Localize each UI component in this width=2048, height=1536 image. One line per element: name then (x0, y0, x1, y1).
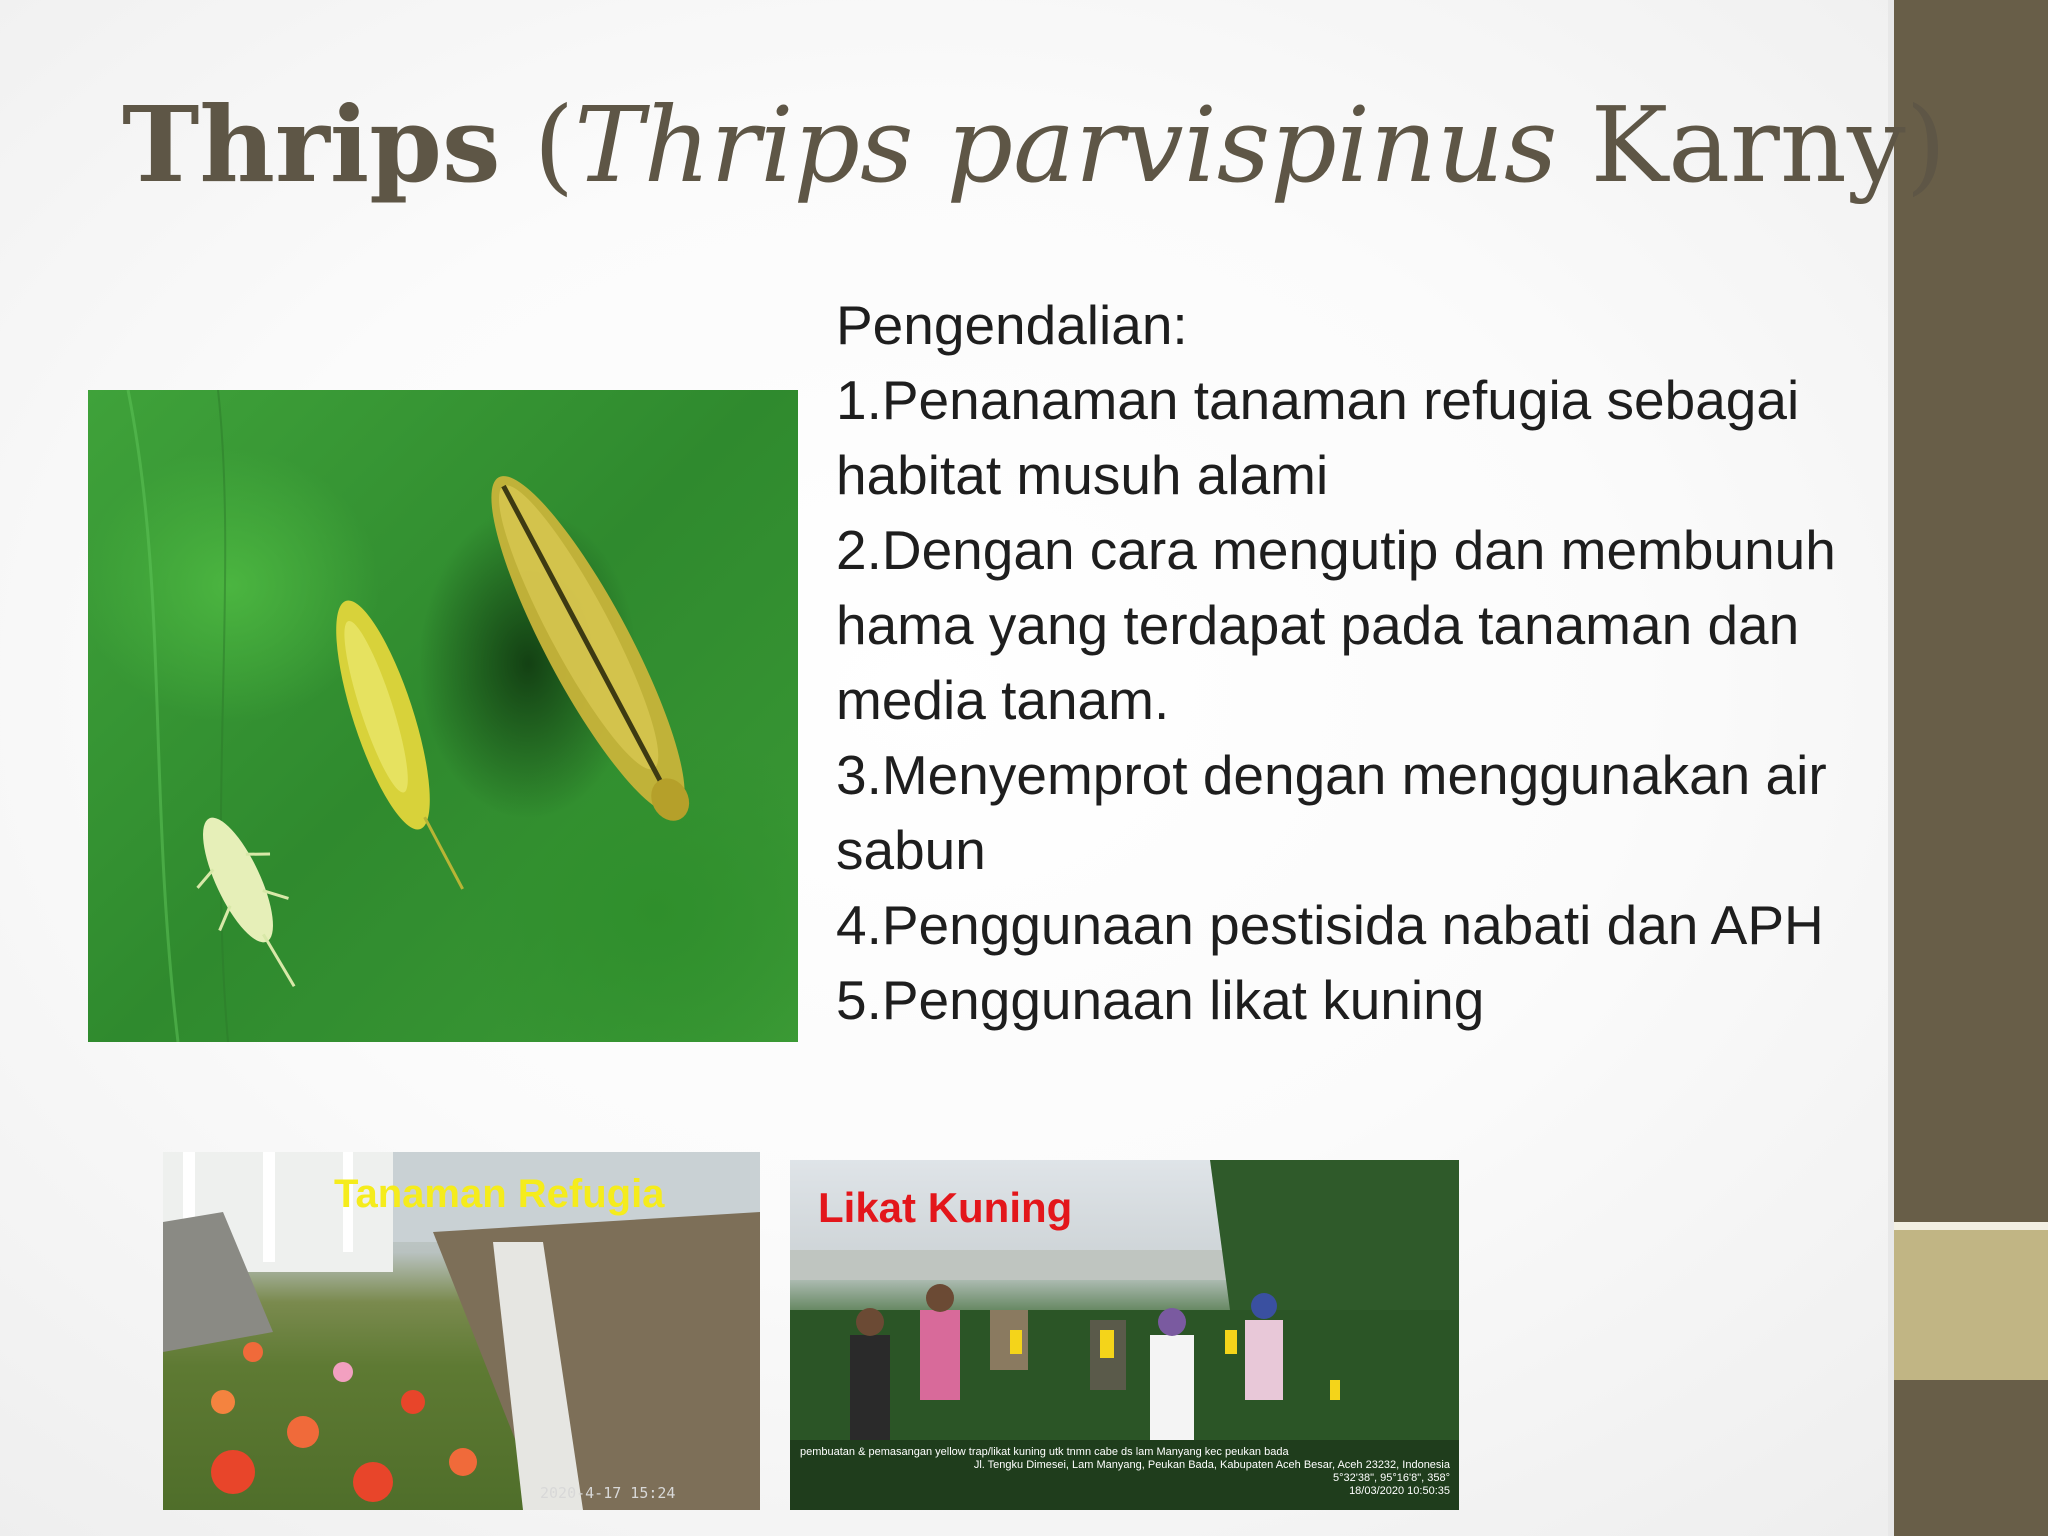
title-paren-open: ( (500, 84, 575, 206)
caption-line: pembuatan & pemasangan yellow trap/likat kuning utk tnmn cabe ds lam Manyang kec peukan bada (800, 1446, 1289, 1458)
control-line: 3.Menyemprot dengan menggunakan air (836, 744, 1827, 806)
control-line: hama yang terdapat pada tanaman dan (836, 594, 1800, 656)
side-accent-divider (1894, 1222, 2048, 1230)
refugia-label: Tanaman Refugia (334, 1172, 665, 1216)
caption-line: 5°32'38", 95°16'8", 358° (1333, 1472, 1450, 1484)
control-line: sabun (836, 819, 986, 881)
caption-line: 18/03/2020 10:50:35 (1349, 1485, 1450, 1497)
side-accent-block (1894, 1230, 2048, 1380)
control-line: 1.Penanaman tanaman refugia sebagai (836, 369, 1800, 431)
title-common-name: Thrips (122, 83, 501, 206)
control-line: 2.Dengan cara mengutip dan membunuh (836, 519, 1836, 581)
title-author: Karny) (1557, 84, 1947, 206)
slide-title (122, 83, 1947, 206)
caption-line: Jl. Tengku Dimesei, Lam Manyang, Peukan Bada, Kabupaten Aceh Besar, Aceh 23232, Indonesia (973, 1459, 1450, 1471)
thrips-photo (88, 390, 798, 1042)
control-line: habitat musuh alami (836, 444, 1329, 506)
refugia-timestamp: 2020-4-17 15:24 (540, 1484, 676, 1502)
control-line: 5.Penggunaan likat kuning (836, 969, 1485, 1031)
control-line: 4.Penggunaan pestisida nabati dan APH (836, 894, 1824, 956)
yellow-trap-caption (800, 1446, 1450, 1498)
control-heading: Pengendalian: (836, 294, 1188, 356)
yellow-trap-label: Likat Kuning (818, 1184, 1073, 1231)
title-scientific-name: Thrips parvispinus (574, 84, 1558, 206)
control-line: media tanam. (836, 669, 1170, 731)
control-methods (836, 288, 1886, 1038)
